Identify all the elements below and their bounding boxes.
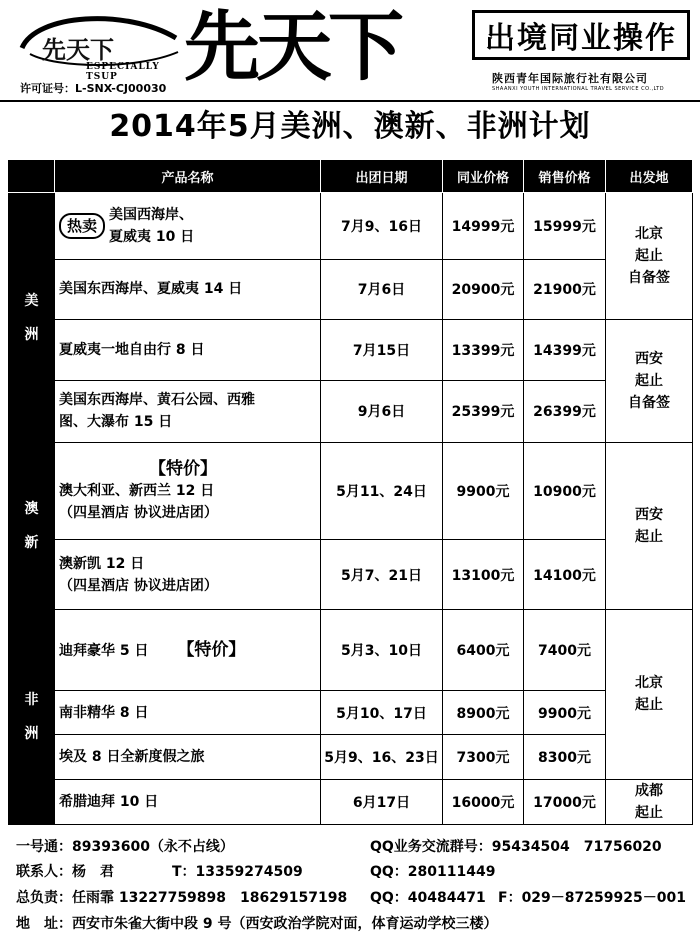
sale-price-cell: 21900元 <box>524 259 606 319</box>
hotline: 一号通：89393600（永不占线） <box>16 839 234 855</box>
table-row <box>9 193 693 260</box>
table-row <box>9 735 693 779</box>
product-cell: 热卖 美国西海岸、 夏威夷 10 日 <box>55 193 321 260</box>
table-row <box>9 779 693 824</box>
trade-price-cell: 13399元 <box>443 320 524 380</box>
product-cell: 迪拜豪华 5 日 【特价】 <box>55 610 321 691</box>
region-oceania: 澳 新 <box>9 443 55 610</box>
date-cell: 7月15日 <box>321 320 443 380</box>
header-date: 出团日期 <box>321 160 443 193</box>
trade-price-cell: 20900元 <box>443 259 524 319</box>
trade-price-cell: 6400元 <box>443 610 524 691</box>
company-name-en: SHAANXI YOUTH INTERNATIONAL TRAVEL SERVICE CO.,LTD <box>492 86 665 92</box>
date-cell: 5月7、21日 <box>321 539 443 610</box>
table-row <box>9 320 693 380</box>
header-departure: 出发地 <box>606 160 693 193</box>
special-price-label: 【特价】 <box>177 639 246 660</box>
contact-qq: QQ：280111449 <box>370 864 496 880</box>
date-cell: 5月9、16、23日 <box>321 735 443 779</box>
address: 地 址：西安市朱雀大街中段 9 号（西安政治学院对面，体育运动学校三楼） <box>16 916 498 932</box>
product-cell: 希腊迪拜 10 日 <box>55 779 321 824</box>
subtitle-box: 出境同业操作 <box>472 10 690 60</box>
brand-title: 先天下 <box>184 2 400 91</box>
product-cell: 南非精华 8 日 <box>55 690 321 734</box>
qq-group: QQ业务交流群号：95434504 71756020 <box>370 839 662 855</box>
product-cell: 【特价】 澳大利亚、新西兰 12 日 （四星酒店 协议进店团） <box>55 443 321 540</box>
license-number: 许可证号：L-SNX-CJ00030 <box>20 82 167 95</box>
sale-price-cell: 26399元 <box>524 380 606 442</box>
date-cell: 7月6日 <box>321 259 443 319</box>
product-cell: 澳新凯 12 日 （四星酒店 协议进店团） <box>55 539 321 610</box>
hot-badge: 热卖 <box>59 213 105 239</box>
region-america: 美 洲 <box>9 193 55 443</box>
logo-text: 先天下 <box>42 35 114 64</box>
departure-cell: 北京 起止 <box>606 610 693 779</box>
table-header-row <box>9 160 693 193</box>
trade-price-cell: 8900元 <box>443 690 524 734</box>
table-row <box>9 610 693 691</box>
table-row <box>9 443 693 540</box>
tour-table <box>8 159 693 825</box>
fax: F：029－87259925－001 <box>498 890 686 906</box>
sale-price-cell: 10900元 <box>524 443 606 540</box>
sale-price-cell: 14399元 <box>524 320 606 380</box>
sale-price-cell: 15999元 <box>524 193 606 260</box>
departure-cell: 西安 起止 <box>606 443 693 610</box>
region-africa: 非 洲 <box>9 610 55 825</box>
product-cell: 美国东西海岸、黄石公园、西雅 图、大瀑布 15 日 <box>55 380 321 442</box>
product-cell: 美国东西海岸、夏威夷 14 日 <box>55 259 321 319</box>
sale-price-cell: 9900元 <box>524 690 606 734</box>
header-product: 产品名称 <box>55 160 321 193</box>
product-cell: 夏威夷一地自由行 8 日 <box>55 320 321 380</box>
contact-person: 联系人：杨 君 <box>16 864 114 880</box>
plan-title: 2014年5月美洲、澳新、非洲计划 <box>109 109 591 144</box>
logo-english: ESPECIALLY TSUP <box>86 62 160 82</box>
departure-cell: 西安 起止 自备签 <box>606 320 693 443</box>
header-divider <box>0 100 700 102</box>
sale-price-cell: 14100元 <box>524 539 606 610</box>
date-cell: 7月9、16日 <box>321 193 443 260</box>
trade-price-cell: 13100元 <box>443 539 524 610</box>
manager: 总负责：任雨霏 13227759898 18629157198 <box>16 890 348 906</box>
table-row <box>9 690 693 734</box>
table-row <box>9 380 693 442</box>
sale-price-cell: 7400元 <box>524 610 606 691</box>
logo <box>16 8 184 82</box>
page-header <box>0 0 700 100</box>
contact-tel: T：13359274509 <box>172 864 303 880</box>
header-sale-price: 销售价格 <box>524 160 606 193</box>
table-row <box>9 539 693 610</box>
date-cell: 5月3、10日 <box>321 610 443 691</box>
table-row <box>9 259 693 319</box>
departure-cell: 北京 起止 自备签 <box>606 193 693 320</box>
product-cell: 埃及 8 日全新度假之旅 <box>55 735 321 779</box>
manager-qq: QQ：40484471 <box>370 890 486 906</box>
sale-price-cell: 8300元 <box>524 735 606 779</box>
date-cell: 9月6日 <box>321 380 443 442</box>
special-price-label: 【特价】 <box>149 458 217 479</box>
trade-price-cell: 16000元 <box>443 779 524 824</box>
trade-price-cell: 14999元 <box>443 193 524 260</box>
company-name-cn: 陕西青年国际旅行社有限公司 <box>492 72 648 85</box>
trade-price-cell: 9900元 <box>443 443 524 540</box>
departure-cell: 成都 起止 <box>606 779 693 824</box>
date-cell: 6月17日 <box>321 779 443 824</box>
sale-price-cell: 17000元 <box>524 779 606 824</box>
date-cell: 5月10、17日 <box>321 690 443 734</box>
trade-price-cell: 25399元 <box>443 380 524 442</box>
header-trade-price: 同业价格 <box>443 160 524 193</box>
date-cell: 5月11、24日 <box>321 443 443 540</box>
trade-price-cell: 7300元 <box>443 735 524 779</box>
